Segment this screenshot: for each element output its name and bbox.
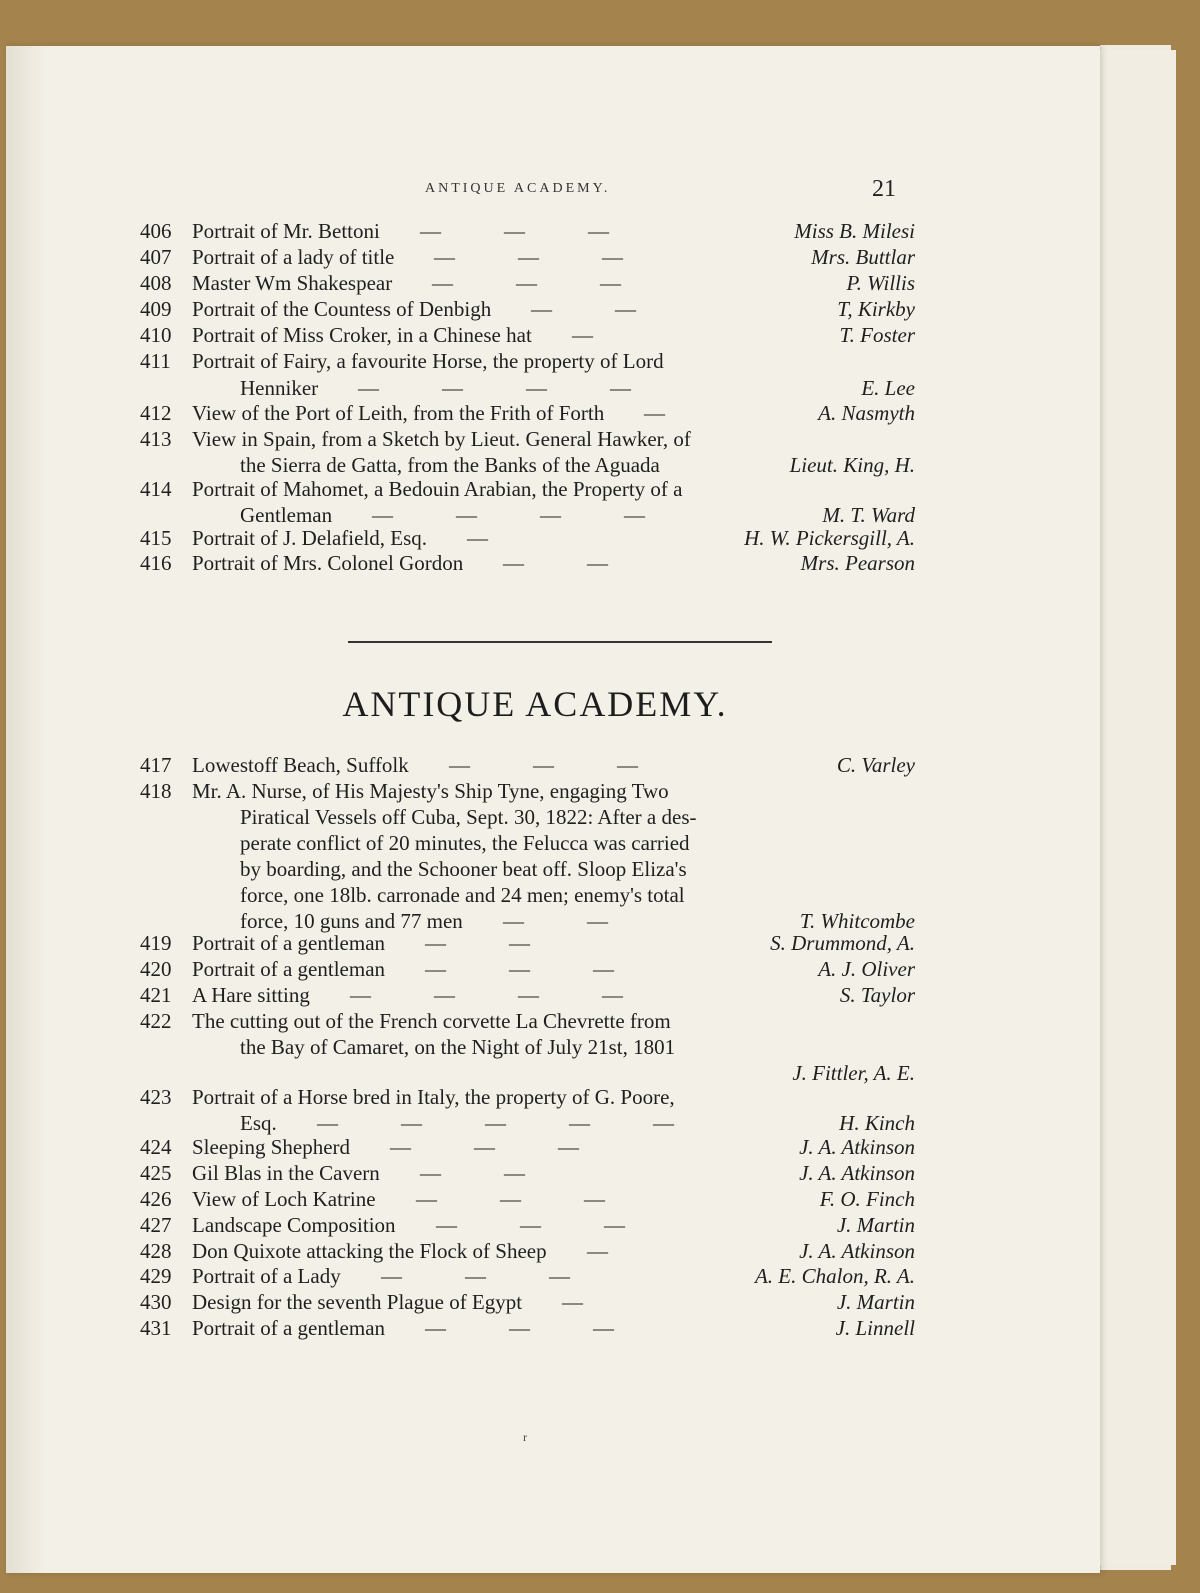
section-title-text: ANTIQUE ACADEMY. bbox=[342, 684, 728, 724]
artist-name: Miss B. Milesi bbox=[794, 219, 915, 243]
catalogue-entry-line bbox=[140, 1186, 915, 1212]
artist-name: H. W. Pickersgill, A. bbox=[744, 526, 915, 550]
artist-name: J. Linnell bbox=[835, 1316, 915, 1340]
artist-name: A. J. Oliver bbox=[818, 957, 915, 981]
leader-dashes: — — — bbox=[432, 271, 621, 295]
catalogue-entry-line bbox=[140, 1263, 915, 1289]
catalogue-entry-line bbox=[140, 882, 915, 908]
entry-title: The cutting out of the French corvette La Chevrette from bbox=[192, 1009, 671, 1033]
catalogue-entry-line bbox=[140, 452, 915, 478]
entry-number: 417 bbox=[140, 753, 172, 777]
entry-title: View in Spain, from a Sketch by Lieut. General Hawker, of bbox=[192, 427, 691, 451]
entry-title: Portrait of a Horse bred in Italy, the property of G. Poore, bbox=[192, 1085, 675, 1109]
entry-number: 421 bbox=[140, 983, 172, 1007]
catalogue-entry-line bbox=[140, 296, 915, 322]
catalogue-entry-line bbox=[140, 525, 915, 551]
entry-number: 411 bbox=[140, 349, 171, 373]
entry-title: Portrait of a lady of title bbox=[192, 245, 395, 269]
leader-dashes: — — bbox=[420, 1161, 525, 1185]
leader-dashes: — — bbox=[503, 551, 608, 575]
catalogue-entry-line bbox=[140, 375, 915, 401]
catalogue-entry-line bbox=[140, 1160, 915, 1186]
entry-number: 424 bbox=[140, 1135, 172, 1159]
catalogue-entry-line bbox=[140, 930, 915, 956]
catalogue-entry-line bbox=[140, 270, 915, 296]
entry-title: by boarding, and the Schooner beat off. Sloop Eliza's bbox=[240, 857, 687, 881]
artist-name: J. A. Atkinson bbox=[799, 1161, 915, 1185]
entry-title: perate conflict of 20 minutes, the Felucca was carried bbox=[240, 831, 690, 855]
artist-name: T, Kirkby bbox=[837, 297, 915, 321]
catalogue-entry-line bbox=[140, 426, 915, 452]
entry-number: 409 bbox=[140, 297, 172, 321]
leader-dashes: — — — bbox=[449, 753, 638, 777]
leader-dashes: — — — — — bbox=[317, 1111, 674, 1135]
artist-name: T. Foster bbox=[839, 323, 915, 347]
entry-title: Master Wm Shakespear bbox=[192, 271, 393, 295]
entry-title: Design for the seventh Plague of Egypt bbox=[192, 1290, 523, 1314]
entry-number: 412 bbox=[140, 401, 172, 425]
entry-title: View of the Port of Leith, from the Frith of Forth bbox=[192, 401, 605, 425]
entry-title: the Bay of Camaret, on the Night of July 21st, 1801 bbox=[240, 1035, 676, 1059]
leader-dashes: — bbox=[562, 1290, 583, 1314]
leader-dashes: — bbox=[572, 323, 593, 347]
catalogue-entry-line bbox=[140, 218, 915, 244]
entry-number: 413 bbox=[140, 427, 172, 451]
entry-number: 410 bbox=[140, 323, 172, 347]
entry-number: 416 bbox=[140, 551, 172, 575]
catalogue-entry-line bbox=[140, 1060, 915, 1086]
leader-dashes: — — bbox=[425, 931, 530, 955]
entry-title: Portrait of Miss Croker, in a Chinese hat bbox=[192, 323, 532, 347]
catalogue-entry-line bbox=[140, 1134, 915, 1160]
artist-name: J. Martin bbox=[836, 1290, 915, 1314]
artist-name: Mrs. Pearson bbox=[800, 551, 915, 575]
entry-number: 418 bbox=[140, 779, 172, 803]
catalogue-entry-line bbox=[140, 348, 915, 374]
entry-title: Gil Blas in the Cavern bbox=[192, 1161, 380, 1185]
entry-title: Esq. bbox=[240, 1111, 277, 1135]
signature-mark: r bbox=[523, 1430, 527, 1444]
section-divider bbox=[348, 641, 772, 643]
catalogue-entry-line bbox=[140, 1212, 915, 1238]
entry-title: A Hare sitting bbox=[192, 983, 310, 1007]
entry-title: Mr. A. Nurse, of His Majesty's Ship Tyne, engaging Two bbox=[192, 779, 669, 803]
entry-number: 431 bbox=[140, 1316, 172, 1340]
artist-name: C. Varley bbox=[836, 753, 915, 777]
leader-dashes: — bbox=[467, 526, 488, 550]
artist-name: E. Lee bbox=[861, 376, 915, 400]
artist-name: M. T. Ward bbox=[822, 503, 915, 527]
catalogue-entry-line bbox=[140, 1110, 915, 1136]
catalogue-entry-line bbox=[140, 1289, 915, 1315]
artist-name: J. A. Atkinson bbox=[799, 1135, 915, 1159]
entry-title: Portrait of a gentleman bbox=[192, 957, 386, 981]
leader-dashes: — — — — bbox=[350, 983, 623, 1007]
entry-title: Piratical Vessels off Cuba, Sept. 30, 1822: After a des- bbox=[240, 805, 697, 829]
catalogue-entry-line bbox=[140, 982, 915, 1008]
entry-title: force, 10 guns and 77 men bbox=[240, 909, 463, 933]
leader-dashes: — — — bbox=[390, 1135, 579, 1159]
entry-number: 427 bbox=[140, 1213, 172, 1237]
page-header bbox=[0, 178, 1100, 208]
page-gutter bbox=[6, 46, 46, 1573]
entry-number: 422 bbox=[140, 1009, 172, 1033]
catalogue-entry-line bbox=[140, 752, 915, 778]
entry-number: 425 bbox=[140, 1161, 172, 1185]
artist-name: T. Whitcombe bbox=[799, 909, 915, 933]
artist-name: J. A. Atkinson bbox=[799, 1239, 915, 1263]
artist-name: J. Martin bbox=[836, 1213, 915, 1237]
entry-title: Gentleman bbox=[240, 503, 333, 527]
entry-number: 429 bbox=[140, 1264, 172, 1288]
leader-dashes: — — — — bbox=[358, 376, 631, 400]
catalogue-entry-line bbox=[140, 778, 915, 804]
artist-name: S. Drummond, A. bbox=[770, 931, 915, 955]
leader-dashes: — — — bbox=[436, 1213, 625, 1237]
leader-dashes: — — bbox=[503, 909, 608, 933]
leader-dashes: — — bbox=[531, 297, 636, 321]
catalogue-entry-line bbox=[140, 1034, 915, 1060]
catalogue-entry-line bbox=[140, 804, 915, 830]
catalogue-entry-line bbox=[140, 830, 915, 856]
catalogue-entry-line bbox=[140, 322, 915, 348]
leader-dashes: — — — bbox=[420, 219, 609, 243]
section-title bbox=[0, 683, 1100, 725]
entry-title: Henniker bbox=[240, 376, 319, 400]
entry-title: Portrait of Fairy, a favourite Horse, the property of Lord bbox=[192, 349, 664, 373]
artist-name: A. E. Chalon, R. A. bbox=[754, 1264, 915, 1288]
catalogue-entry-line bbox=[140, 244, 915, 270]
catalogue-entry-line bbox=[140, 1238, 915, 1264]
entry-title: Portrait of Mrs. Colonel Gordon bbox=[192, 551, 464, 575]
leader-dashes: — bbox=[644, 401, 665, 425]
artist-name: Lieut. King, H. bbox=[789, 453, 915, 477]
entry-title: Portrait of a gentleman bbox=[192, 1316, 386, 1340]
page-number: 21 bbox=[872, 176, 896, 202]
entry-number: 406 bbox=[140, 219, 172, 243]
entry-number: 408 bbox=[140, 271, 172, 295]
entry-title: the Sierra de Gatta, from the Banks of the Aguada bbox=[240, 453, 660, 477]
artist-name: F. O. Finch bbox=[819, 1187, 915, 1211]
leader-dashes: — — — bbox=[434, 245, 623, 269]
entry-number: 419 bbox=[140, 931, 172, 955]
artist-name: H. Kinch bbox=[839, 1111, 915, 1135]
entry-title: Portrait of J. Delafield, Esq. bbox=[192, 526, 428, 550]
entry-number: 426 bbox=[140, 1187, 172, 1211]
entry-title: Portrait of Mahomet, a Bedouin Arabian, the Property of a bbox=[192, 477, 683, 501]
artist-name: S. Taylor bbox=[839, 983, 915, 1007]
catalogue-entry-line bbox=[140, 400, 915, 426]
leader-dashes: — — — bbox=[425, 1316, 614, 1340]
entry-title: Portrait of a Lady bbox=[192, 1264, 341, 1288]
running-head: ANTIQUE ACADEMY. bbox=[425, 181, 611, 196]
catalogue-entry-line bbox=[140, 476, 915, 502]
catalogue-entry-line bbox=[140, 550, 915, 576]
artist-name: Mrs. Buttlar bbox=[811, 245, 915, 269]
artist-name: A. Nasmyth bbox=[818, 401, 915, 425]
artist-name: P. Willis bbox=[846, 271, 915, 295]
entry-number: 430 bbox=[140, 1290, 172, 1314]
entry-number: 420 bbox=[140, 957, 172, 981]
entry-number: 423 bbox=[140, 1085, 172, 1109]
entry-title: Don Quixote attacking the Flock of Sheep bbox=[192, 1239, 547, 1263]
catalogue-entry-line bbox=[140, 1315, 915, 1341]
leader-dashes: — — — — bbox=[372, 503, 645, 527]
entry-number: 407 bbox=[140, 245, 172, 269]
artist-name: J. Fittler, A. E. bbox=[792, 1061, 915, 1085]
entry-title: Sleeping Shepherd bbox=[192, 1135, 351, 1159]
entry-title: Portrait of a gentleman bbox=[192, 931, 386, 955]
entry-title: Portrait of Mr. Bettoni bbox=[192, 219, 380, 243]
catalogue-entry-line bbox=[140, 1008, 915, 1034]
entry-number: 415 bbox=[140, 526, 172, 550]
entry-number: 414 bbox=[140, 477, 172, 501]
entry-title: force, one 18lb. carronade and 24 men; enemy's total bbox=[240, 883, 685, 907]
catalogue-entry-line bbox=[140, 956, 915, 982]
leader-dashes: — — — bbox=[381, 1264, 570, 1288]
entry-title: Portrait of the Countess of Denbigh bbox=[192, 297, 492, 321]
entry-title: Lowestoff Beach, Suffolk bbox=[192, 753, 409, 777]
entry-title: Landscape Composition bbox=[192, 1213, 396, 1237]
catalogue-entry-line bbox=[140, 856, 915, 882]
leader-dashes: — — — bbox=[416, 1187, 605, 1211]
catalogue-entry-line bbox=[140, 1084, 915, 1110]
entry-title: View of Loch Katrine bbox=[192, 1187, 376, 1211]
leader-dashes: — — — bbox=[425, 957, 614, 981]
leader-dashes: — bbox=[587, 1239, 608, 1263]
entry-number: 428 bbox=[140, 1239, 172, 1263]
